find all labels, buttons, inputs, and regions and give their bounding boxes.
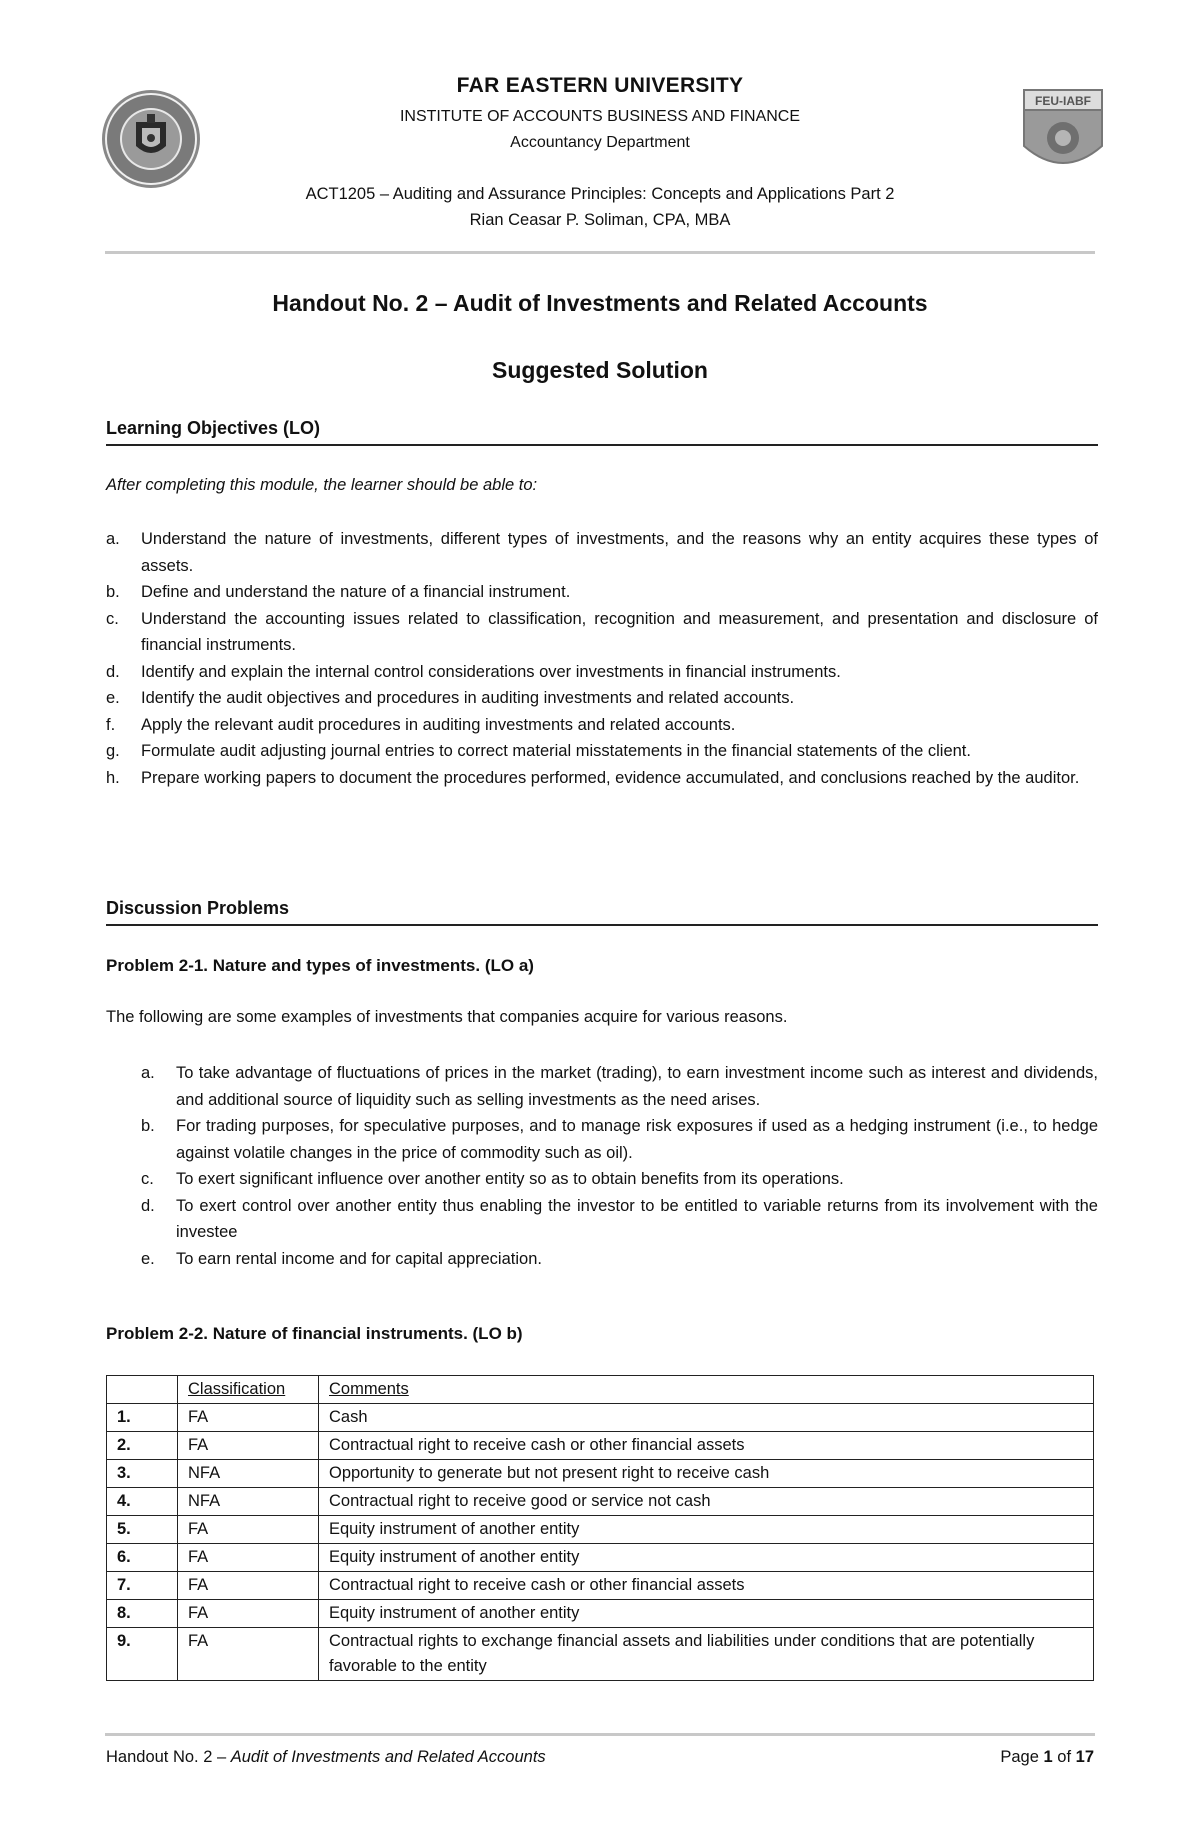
learning-objectives-heading: Learning Objectives (LO)	[106, 418, 321, 438]
column-header-classification: Classification	[178, 1376, 319, 1404]
list-item: c. To exert significant influence over another entity so as to obtain benefits from its operations.	[141, 1170, 844, 1188]
table-header-row	[107, 1376, 1094, 1404]
list-item: b. For trading purposes, for speculative purposes, and to manage risk exposures if used as a hedging instrument (i.e., to hedge against volatile changes in the price of commodity such as oil).	[141, 1117, 1098, 1162]
list-item: c. Understand the accounting issues related to classification, recognition and measurement, and presentation and disclosure of financial instruments.	[106, 609, 1098, 654]
table-row: 2. FA Contractual right to receive cash or other financial assets	[107, 1432, 1094, 1460]
learning-objectives-list	[106, 526, 1098, 791]
problem-2-2-heading: Problem 2-2. Nature of financial instruments. (LO b)	[106, 1324, 523, 1343]
list-item: a. Understand the nature of investments, different types of investments, and the reasons why an entity acquires these types of assets.	[106, 530, 1098, 575]
list-item: e. To earn rental income and for capital appreciation.	[141, 1249, 542, 1268]
table-row: 3. NFA Opportunity to generate but not present right to receive cash	[107, 1460, 1094, 1488]
course-title: ACT1205 – Auditing and Assurance Principles: Concepts and Applications Part 2	[305, 185, 895, 203]
problem-2-1-heading: Problem 2-1. Nature and types of investments. (LO a)	[106, 956, 534, 975]
column-header-number	[107, 1376, 178, 1404]
footer-divider	[105, 1733, 1095, 1736]
problem-2-1-intro: The following are some examples of investments that companies acquire for various reasons.	[106, 1008, 788, 1026]
section-divider	[106, 444, 1098, 446]
institute-name: INSTITUTE OF ACCOUNTS BUSINESS AND FINANCE	[399, 108, 801, 125]
university-name: FAR EASTERN UNIVERSITY	[456, 74, 744, 97]
footer-title: Handout No. 2 – Audit of Investments and Related Accounts	[106, 1748, 546, 1766]
table-row: 4. NFA Contractual right to receive good or service not cash	[107, 1488, 1094, 1516]
department-name: Accountancy Department	[510, 134, 690, 151]
list-item: d. To exert control over another entity thus enabling the investor to be entitled to variable returns from its involvement with the investee	[141, 1196, 1098, 1241]
list-item: h. Prepare working papers to document the procedures performed, evidence accumulated, and conclusions reached by the auditor.	[106, 768, 1080, 787]
list-item: b. Define and understand the nature of a financial instrument.	[106, 583, 571, 601]
table-row: 5. FA Equity instrument of another entity	[107, 1516, 1094, 1544]
instructor-name: Rian Ceasar P. Soliman, CPA, MBA	[469, 211, 731, 229]
page-number: Page 1 of 17	[1000, 1748, 1094, 1766]
table-row: 7. FA Contractual right to receive cash or other financial assets	[107, 1572, 1094, 1600]
header-divider	[105, 251, 1095, 254]
section-divider	[106, 924, 1098, 926]
list-item: a. To take advantage of fluctuations of prices in the market (trading), to earn investment income such as interest and dividends, and additional source of liquidity such as selling investments as the need arises.	[141, 1064, 1098, 1109]
list-item: d. Identify and explain the internal control considerations over investments in financial instruments.	[106, 662, 841, 681]
table-row: 1. FA Cash	[107, 1404, 1094, 1432]
table-row: 6. FA Equity instrument of another entity	[107, 1544, 1094, 1572]
discussion-problems-heading: Discussion Problems	[106, 898, 290, 918]
objectives-intro: After completing this module, the learner should be able to:	[106, 476, 538, 494]
handout-subtitle: Suggested Solution	[492, 357, 708, 383]
svg-text:FEU-IABF: FEU-IABF	[1035, 94, 1091, 108]
list-item: f. Apply the relevant audit procedures in auditing investments and related accounts.	[106, 715, 736, 734]
table-row: 9. FA Contractual rights to exchange financial assets and liabilities under conditions that are potentially favorable to the entity	[107, 1628, 1094, 1681]
financial-instruments-table	[106, 1375, 1094, 1681]
investment-reasons-list	[141, 1060, 1098, 1272]
handout-title: Handout No. 2 – Audit of Investments and Related Accounts	[272, 290, 928, 316]
table-row: 8. FA Equity instrument of another entity	[107, 1600, 1094, 1628]
column-header-comments: Comments	[319, 1376, 1094, 1404]
list-item: g. Formulate audit adjusting journal entries to correct material misstatements in the financial statements of the client.	[106, 742, 971, 760]
list-item: e. Identify the audit objectives and procedures in auditing investments and related accounts.	[106, 689, 795, 707]
